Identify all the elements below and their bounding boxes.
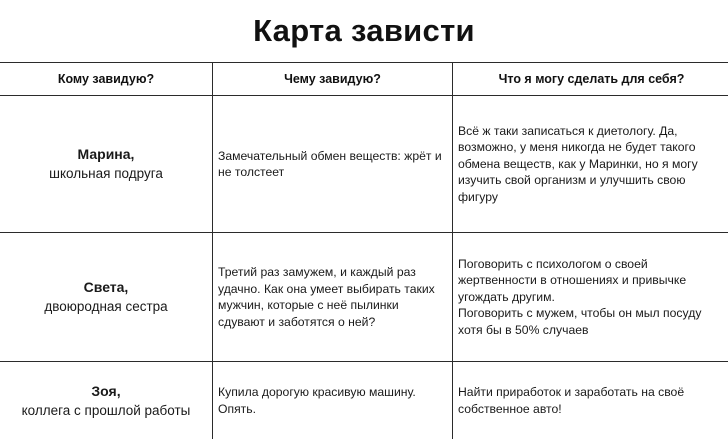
what-cell: Купила дорогую красивую машину. Опять. bbox=[213, 362, 453, 439]
todo-text: Поговорить с мужем, чтобы он мыл посуду хотя бы в 50% случаев bbox=[458, 306, 702, 337]
person-name: Марина, bbox=[77, 146, 135, 162]
column-header-what: Чему завидую? bbox=[213, 63, 453, 96]
who-cell bbox=[0, 362, 213, 439]
table-row bbox=[0, 233, 728, 362]
person-name: Зоя, bbox=[91, 382, 121, 399]
who-cell bbox=[0, 96, 213, 233]
table-row bbox=[0, 96, 728, 233]
column-header-who: Кому завидую? bbox=[0, 63, 213, 96]
todo-text: Всё ж таки записаться к диетологу. Да, возможно, у меня никогда не будет такого обмена веществ, как у Маринки, но я могу изучить свой организм и улучшить свою фигуру bbox=[458, 123, 698, 204]
person-relation: двоюродная сестра bbox=[44, 299, 168, 314]
todo-text: Найти приработок и заработать на своё собственное авто! bbox=[458, 385, 685, 416]
todo-cell bbox=[453, 362, 728, 439]
column-header-todo: Что я могу сделать для себя? bbox=[453, 63, 728, 96]
todo-cell bbox=[453, 96, 728, 233]
person-relation: школьная подруга bbox=[49, 166, 163, 181]
what-cell: Замечательный обмен веществ: жрёт и не толстеет bbox=[213, 96, 453, 233]
page-title: Карта зависти bbox=[253, 13, 475, 48]
table-row bbox=[0, 362, 728, 439]
envy-map-table bbox=[0, 62, 728, 439]
what-cell: Третий раз замужем, и каждый раз удачно. Как она умеет выбирать таких мужчин, которые с неё пылинки сдувают и заботятся о ней? bbox=[213, 233, 453, 362]
todo-cell bbox=[453, 233, 728, 362]
table-header-row bbox=[0, 63, 728, 96]
person-relation: коллега с прошлой работы bbox=[21, 402, 191, 418]
person-name: Света, bbox=[83, 279, 129, 295]
who-cell bbox=[0, 233, 213, 362]
todo-text: Поговорить с психологом о своей жертвенности в отношениях и привычке угождать другим. bbox=[458, 256, 687, 304]
